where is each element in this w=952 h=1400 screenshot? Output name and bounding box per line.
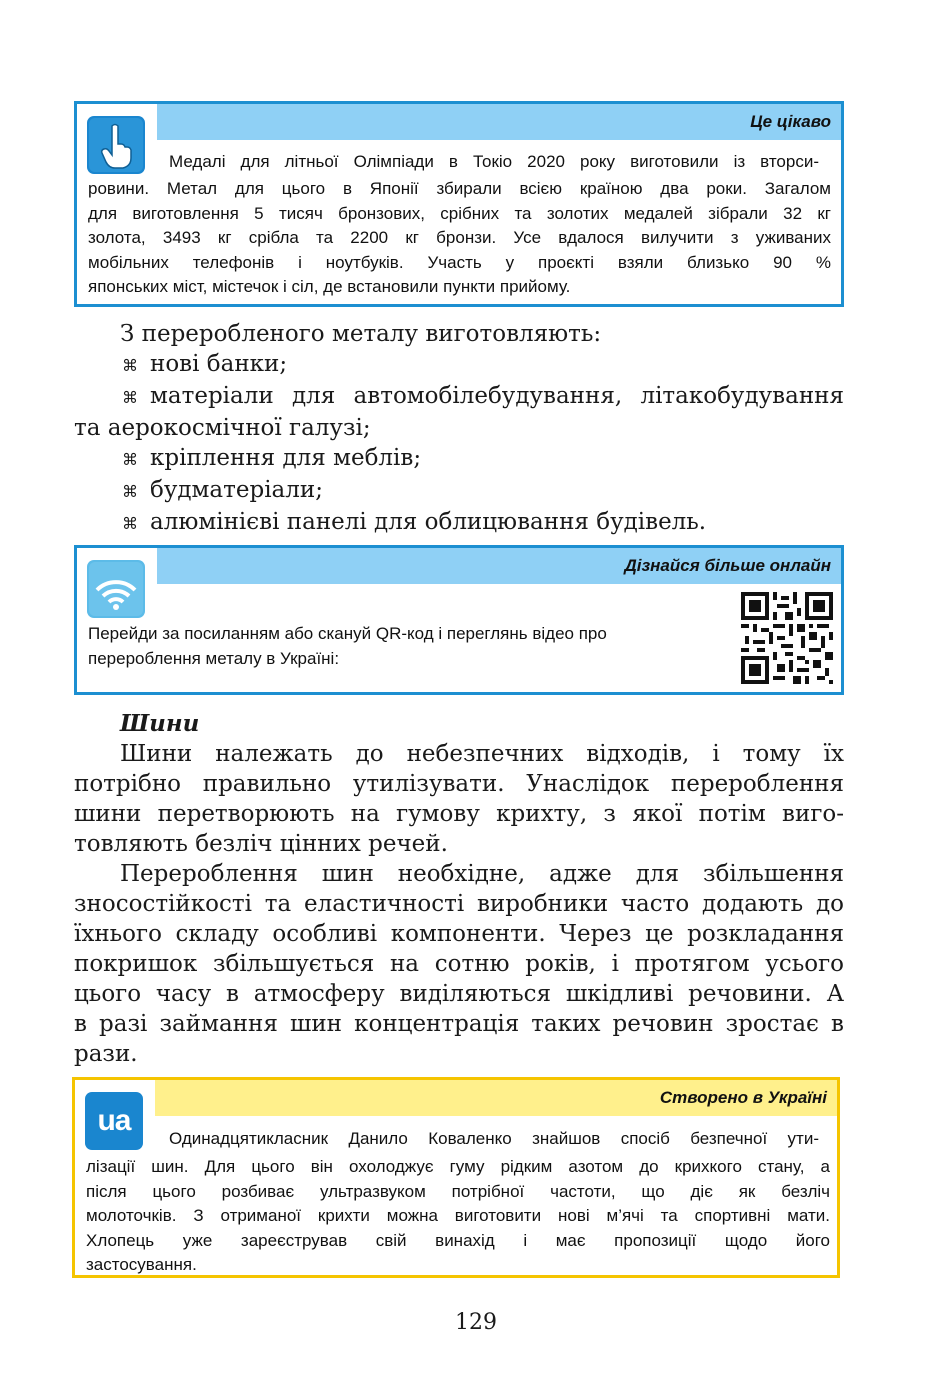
tires-p2-line: зносостійкості та еластичності виробники часто додають до [74,891,844,917]
interesting-line: для виготовлення 5 тисяч бронзових, срібних та золотих медалей зібрали 32 кг [88,203,831,223]
interesting-title: Це цікаво [750,112,831,131]
interesting-line: японських міст, містечок і сіл, де встановили пункти прийому. [88,277,571,296]
tires-p2-line: Перероблення шин необхідне, адже для збільшення [120,861,844,887]
tires-p2-line: рази. [74,1041,138,1067]
list-item-continuation: та аерокосмічної галузі; [74,415,371,441]
tires-p2-line: їхнього складу особливі компоненти. Через це розкладання [74,921,844,947]
list-item: матеріали для автомобілебудування, літакобудування [150,383,844,409]
interesting-line: ровини. Метал для цього в Японії збирали всією країною два роки. Загалом [88,179,831,198]
tires-p2-line: в разі займання шин концентрація таких речовин зростає в [74,1011,844,1037]
ukraine-line: Хлопець уже зареєстрував свій винахід і має пропозиції щодо його [86,1230,830,1250]
ukraine-header [155,1080,837,1116]
qr-code-icon[interactable] [741,592,833,684]
ukraine-title: Створено в Україні [659,1088,827,1107]
recycled-section [74,319,844,539]
online-line: перероблення металу в Україні: [88,648,340,668]
tires-section [74,709,844,1069]
online-title: Дізнайся більше онлайн [624,556,831,575]
ua-icon [85,1092,143,1150]
interesting-line: мобільних телефонів і ноутбуків. Участь у проєкті взяли близько 90 % [88,252,831,272]
ukraine-line: після цього розбиває ультразвуком потрібної частоти, що діє як безліч [86,1181,830,1201]
interesting-header [157,104,841,140]
tires-p1-line: товляють безліч цінних речей. [74,831,448,857]
bullet-icon: ⌘ [122,450,138,469]
ukraine-line: лізації шин. Для цього він охолоджує гуму рідким азотом до крихкого стану, а [86,1157,830,1176]
online-header [157,548,841,584]
ukraine-line: застосування. [86,1255,197,1274]
online-line: Перейди за посиланням або скануй QR-код і переглянь відео про [88,624,607,643]
tires-p1-line: шини перетворюють на гумову крихту, з якої потім виго- [74,801,844,827]
hand-pointer-icon [87,116,145,174]
list-item: нові банки; [150,351,288,377]
page-number: 129 [455,1310,497,1335]
ukraine-first-line: Одинадцятикласник Данило Коваленко знайшов спосіб безпечної ути- [169,1129,819,1148]
wifi-icon [87,560,145,618]
bullet-icon: ⌘ [122,356,138,375]
tires-heading: Шини [120,710,200,737]
interesting-box [74,101,844,307]
list-item: алюмінієві панелі для облицювання будівель. [150,509,707,535]
ua-icon-text: ua [97,1104,131,1137]
list-item: будматеріали; [150,477,323,503]
tires-p1-line: Шини належать до небезпечних відходів, і тому їх [120,741,844,767]
recycled-intro: З переробленого металу виготовляють: [120,321,602,347]
tires-p1-line: потрібно правильно утилізувати. Унаслідок перероблення [74,771,844,797]
interesting-line: золота, 3493 кг срібла та 2200 кг бронзи. Усе вдалося вилучити з уживаних [88,228,831,247]
ukraine-line: молоточків. З отриманої крихти можна виготовити нові м’ячі та спортивні мати. [86,1206,830,1225]
bullet-icon: ⌘ [122,482,138,501]
tires-p2-line: цього часу в атмосферу виділяються шкідливі речовини. А [74,981,844,1007]
ukraine-box [72,1077,840,1278]
interesting-first-line: Медалі для літньої Олімпіади в Токіо 2020 року виготовили із вторси- [169,152,819,171]
bullet-icon: ⌘ [122,514,138,533]
bullet-icon: ⌘ [122,388,138,407]
tires-p2-line: покришок збільшується на сотню років, і протягом усього [74,951,844,977]
online-box [74,545,844,695]
list-item: кріплення для меблів; [150,445,422,471]
